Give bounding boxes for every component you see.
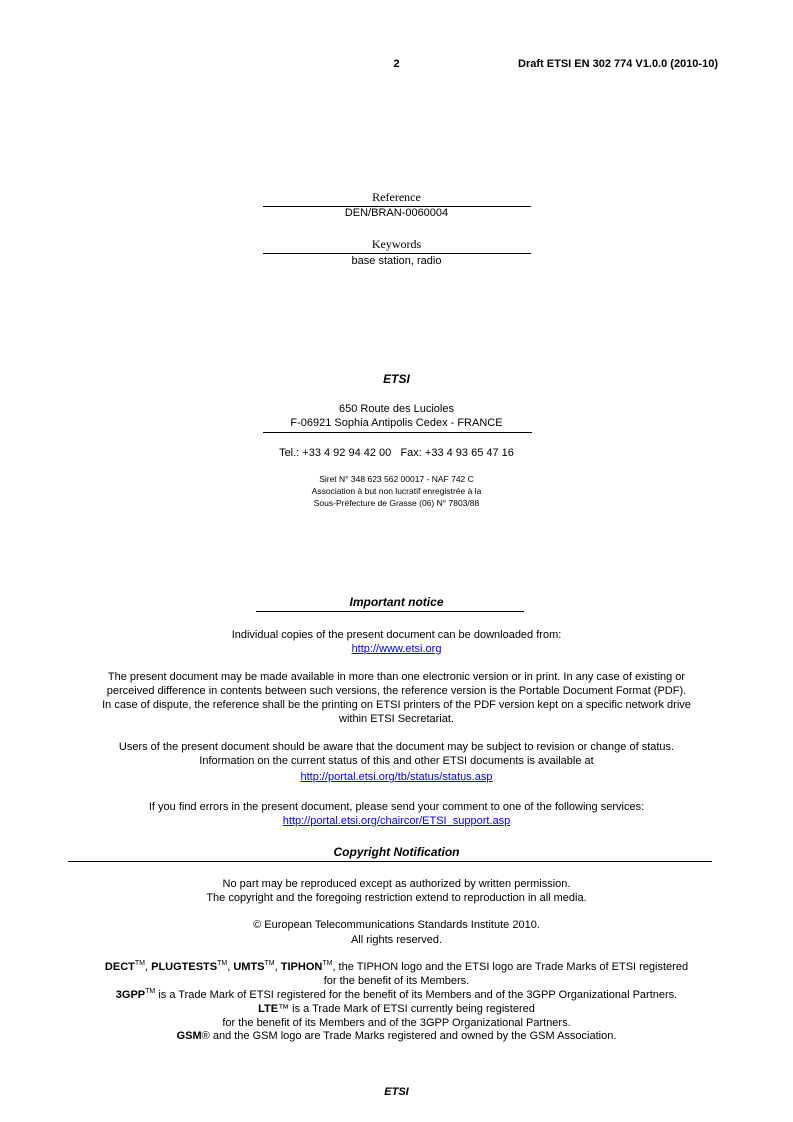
notice-para2-line: Users of the present document should be aware that the document may be subject to revision or change of status. <box>118 741 675 753</box>
notice-para1-line: perceived difference in contents between such versions, the reference version is the Portable Document Format (PDF). <box>106 685 687 697</box>
tm-lte: LTE <box>258 1003 279 1015</box>
reference-label: Reference <box>372 190 421 204</box>
trademark-text: ® and the GSM logo are Trade Marks registered and owned by the GSM Association. <box>201 1030 617 1042</box>
trademark-line-gsm <box>0 1029 793 1043</box>
notice-para1-line: within ETSI Secretariat. <box>339 713 454 725</box>
separator: , <box>227 961 234 973</box>
tm-3gpp: 3GPP <box>115 989 146 1001</box>
notice-para1-line: In case of dispute, the reference shall be the printing on ETSI printers of the PDF version kept on a specific network drive <box>102 699 691 711</box>
tm-mark: TM <box>145 988 156 995</box>
trademark-line-3gpp <box>0 988 793 1002</box>
tm-plugtests: PLUGTESTS <box>151 961 218 973</box>
download-text: Individual copies of the present document can be downloaded from: <box>231 629 562 641</box>
errors-text: If you find errors in the present document, please send your comment to one of the following services: <box>148 801 645 813</box>
org-name: ETSI <box>383 372 410 386</box>
copyright-line: No part may be reproduced except as authorized by written permission. <box>222 878 571 890</box>
divider <box>68 861 712 862</box>
divider <box>263 432 532 433</box>
address-line2: F-06921 Sophia Antipolis Cedex - FRANCE <box>290 417 503 429</box>
copyright-line: All rights reserved. <box>350 934 443 946</box>
trademark-line-dect <box>0 960 793 974</box>
tm-dect: DECT <box>104 961 135 973</box>
separator: , <box>144 961 152 973</box>
trademark-text: ™ is a Trade Mark of ETSI currently being registered <box>278 1003 535 1015</box>
copyright-line: The copyright and the foregoing restriction extend to reproduction in all media. <box>206 892 587 904</box>
tm-mark: TM <box>217 960 228 967</box>
divider <box>256 611 524 612</box>
footer-org: ETSI <box>384 1086 409 1098</box>
important-notice-heading: Important notice <box>349 595 444 609</box>
trademark-line-lte <box>0 1002 793 1016</box>
document-title: Draft ETSI EN 302 774 V1.0.0 (2010-10) <box>518 58 718 70</box>
association-line2: Sous-Préfecture de Grasse (06) N° 7803/88 <box>313 498 480 508</box>
notice-para1-line: The present document may be made available in more than one electronic version or in print. In any case of existing or <box>107 671 686 683</box>
contact-phone: Tel.: +33 4 92 94 42 00 Fax: +33 4 93 65 47 16 <box>279 447 514 459</box>
keywords-value: base station, radio <box>351 255 442 267</box>
tm-gsm: GSM <box>176 1030 202 1042</box>
tm-mark: TM <box>264 960 275 967</box>
address-line1: 650 Route des Lucioles <box>339 403 454 415</box>
trademark-text: , the TIPHON logo and the ETSI logo are Trade Marks of ETSI registered <box>332 961 689 973</box>
notice-para2-line: Information on the current status of this and other ETSI documents is available at <box>199 755 594 767</box>
tm-mark: TM <box>322 960 333 967</box>
etsi-website-link[interactable]: http://www.etsi.org <box>351 643 442 655</box>
tm-mark: TM <box>134 960 145 967</box>
separator: , <box>274 961 281 973</box>
trademark-text: is a Trade Mark of ETSI registered for the benefit of its Members and of the 3GPP Organizational Partners. <box>155 989 678 1001</box>
tm-umts: UMTS <box>233 961 265 973</box>
tm-tiphon: TIPHON <box>280 961 323 973</box>
keywords-label: Keywords <box>371 237 422 251</box>
siret: Siret N° 348 623 562 00017 - NAF 742 C <box>319 474 474 484</box>
reference-value: DEN/BRAN-0060004 <box>344 207 449 219</box>
copyright-heading: Copyright Notification <box>333 845 460 859</box>
support-link[interactable]: http://portal.etsi.org/chaircor/ETSI_support.asp <box>282 815 511 827</box>
status-link[interactable]: http://portal.etsi.org/tb/status/status.asp <box>300 771 493 783</box>
association-line1: Association à but non lucratif enregistrée à la <box>311 486 482 496</box>
copyright-line: © European Telecommunications Standards Institute 2010. <box>253 919 540 931</box>
trademark-line: for the benefit of its Members and of the 3GPP Organizational Partners. <box>222 1017 571 1029</box>
trademark-line: for the benefit of its Members. <box>323 975 470 987</box>
page-number: 2 <box>393 58 400 70</box>
